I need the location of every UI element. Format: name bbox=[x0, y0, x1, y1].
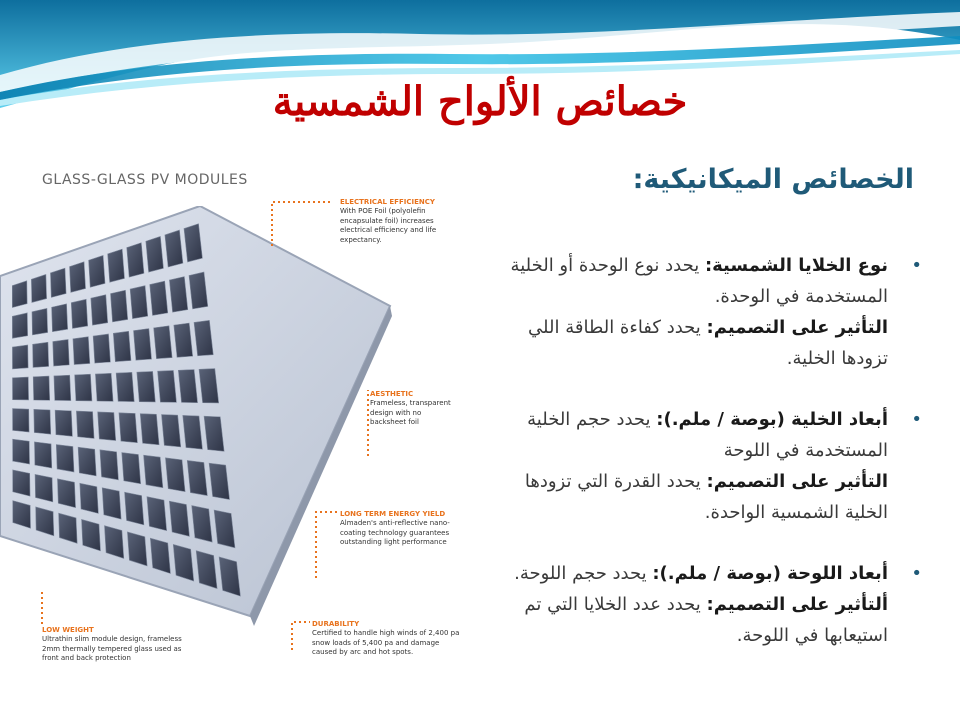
bullet-item bbox=[482, 404, 922, 528]
infographic-title: GLASS-GLASS PV MODULES bbox=[42, 172, 248, 188]
bullet-list bbox=[482, 250, 922, 681]
callout-long-term-energy-yield bbox=[340, 510, 452, 548]
callout-aesthetic bbox=[370, 390, 456, 428]
callout-body: Ultrathin slim module design, frameless 2mm thermally tempered glass used as front and back protection bbox=[42, 635, 182, 662]
callout-heading: ELECTRICAL EFFICIENCY bbox=[340, 198, 435, 206]
bullet-heading: نوع الخلايا الشمسية: bbox=[704, 255, 888, 276]
bullet-text: يحدد نوع الوحدة أو الخلية المستخدمة في الوحدة. bbox=[510, 255, 888, 307]
callout-heading: AESTHETIC bbox=[370, 390, 414, 398]
callout-durability bbox=[312, 620, 462, 658]
bullet-text: يحدد حجم اللوحة. bbox=[514, 563, 653, 584]
bullet-heading: التأثير على التصميم: bbox=[706, 317, 888, 338]
callout-body: With POE Foil (polyolefin encapsulate foil) increases electrical efficiency and life expectancy. bbox=[340, 207, 437, 244]
bullet-text: يحدد حجم الخلية المستخدمة في اللوحة bbox=[527, 409, 888, 461]
bullet-heading: أبعاد الخلية (بوصة / ملم.): bbox=[656, 409, 888, 430]
callout-electrical-efficiency bbox=[340, 198, 452, 245]
bullet-dot: • bbox=[911, 563, 922, 584]
bullet-heading: التأثير على التصميم: bbox=[706, 471, 888, 492]
section-subtitle: الخصائص الميكانيكية: bbox=[632, 164, 914, 195]
callout-body: Certified to handle high winds of 2,400 pa snow loads of 5,400 pa and damage caused by arc and hot spots. bbox=[312, 629, 460, 656]
callout-heading: LONG TERM ENERGY YIELD bbox=[340, 510, 446, 518]
bullet-item bbox=[482, 250, 922, 374]
slide-title: خصائص الألواح الشمسية bbox=[272, 78, 688, 125]
bullet-dot: • bbox=[911, 409, 922, 430]
callout-body: Almaden's anti-reflective nano-coating technology guarantees outstanding light performance bbox=[340, 519, 450, 546]
callout-heading: LOW WEIGHT bbox=[42, 626, 94, 634]
bullet-heading: أبعاد اللوحة (بوصة / ملم.): bbox=[652, 563, 888, 584]
bullet-heading: ألتأثير على التصميم: bbox=[706, 594, 888, 615]
bullet-text: يحدد كفاءة الطاقة اللي تزودها الخلية. bbox=[528, 317, 888, 369]
callout-heading: DURABILITY bbox=[312, 620, 360, 628]
callout-body: Frameless, transparent design with no backsheet foil bbox=[370, 399, 451, 426]
bullet-text: يحدد القدرة التي تزودها الخلية الشمسية الواحدة. bbox=[524, 471, 888, 523]
bullet-dot: • bbox=[911, 255, 922, 276]
callout-low-weight bbox=[42, 626, 182, 664]
pv-module-infographic bbox=[0, 160, 470, 700]
bullet-item bbox=[482, 558, 922, 651]
bullet-text: يحدد عدد الخلايا التي تم استيعابها في اللوحة. bbox=[524, 594, 888, 646]
